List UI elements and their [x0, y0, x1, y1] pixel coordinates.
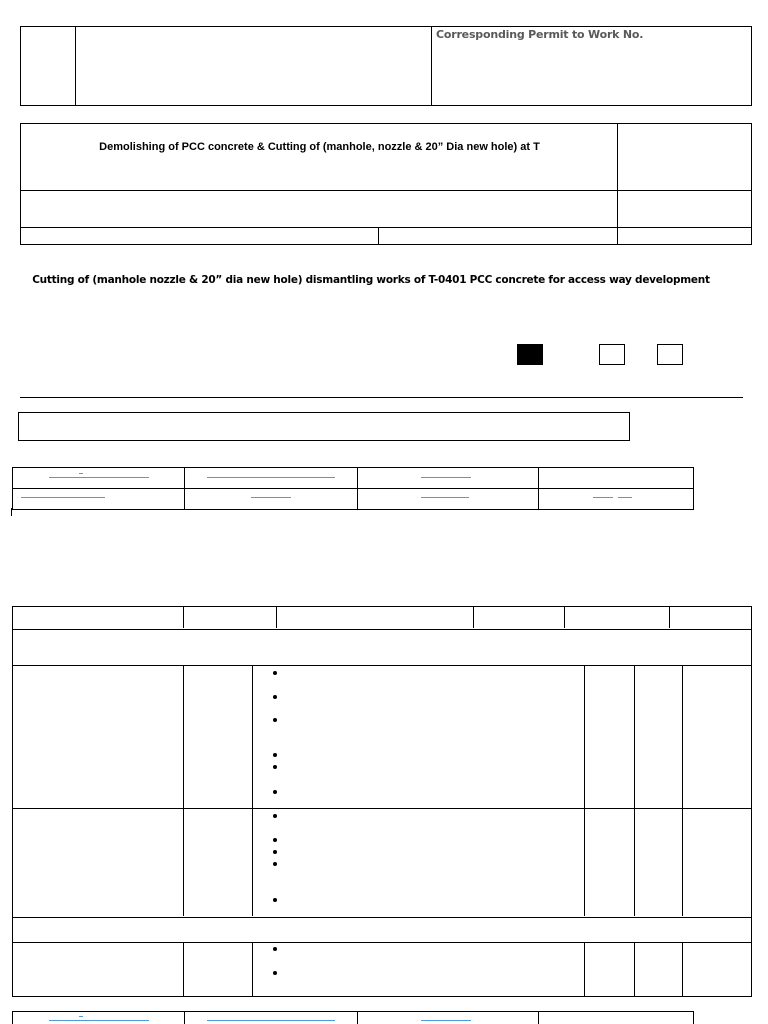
signature-link[interactable] — [207, 1020, 335, 1021]
section-separator — [20, 397, 743, 398]
list-bullet — [273, 838, 277, 842]
list-bullet — [273, 814, 277, 818]
list-bullet — [273, 695, 277, 699]
signature-link[interactable] — [79, 1016, 83, 1017]
signature-link[interactable] — [49, 1020, 149, 1021]
signature-link[interactable] — [593, 497, 613, 498]
permit-number-cell[interactable] — [432, 27, 751, 105]
document-title: Demolishing of PCC concrete & Cutting of (manhole, nozzle & 20” Dia new hole) at T — [99, 141, 540, 153]
hazard-table — [12, 606, 752, 997]
signature-link[interactable] — [618, 497, 632, 498]
signature-link[interactable] — [79, 473, 83, 474]
text-field-box[interactable] — [18, 412, 630, 441]
list-bullet — [273, 850, 277, 854]
checkbox-option-1[interactable] — [517, 344, 543, 365]
permit-number-label: Corresponding Permit to Work No. — [436, 28, 644, 41]
list-bullet — [273, 753, 277, 757]
list-bullet — [273, 718, 277, 722]
list-bullet — [273, 790, 277, 794]
signature-link[interactable] — [207, 477, 335, 478]
list-bullet — [273, 671, 277, 675]
list-bullet — [273, 765, 277, 769]
list-bullet — [273, 971, 277, 975]
permit-header-box — [20, 26, 752, 106]
signature-link[interactable] — [421, 497, 469, 498]
signature-link[interactable] — [21, 497, 105, 498]
list-bullet — [273, 947, 277, 951]
signature-link[interactable] — [421, 477, 471, 478]
signature-table — [12, 467, 694, 510]
list-bullet — [273, 862, 277, 866]
signature-link[interactable] — [421, 1020, 471, 1021]
cursor-mark — [11, 508, 12, 516]
signature-link[interactable] — [49, 477, 149, 478]
checkbox-option-3[interactable] — [657, 344, 683, 365]
signature-link[interactable] — [251, 497, 291, 498]
title-block — [20, 123, 752, 245]
signature-table-bottom — [12, 1011, 694, 1024]
scope-description: Cutting of (manhole nozzle & 20” dia new hole) dismantling works of T-0401 PCC concrete for access way development — [32, 274, 710, 286]
checkbox-option-2[interactable] — [599, 344, 625, 365]
list-bullet — [273, 898, 277, 902]
